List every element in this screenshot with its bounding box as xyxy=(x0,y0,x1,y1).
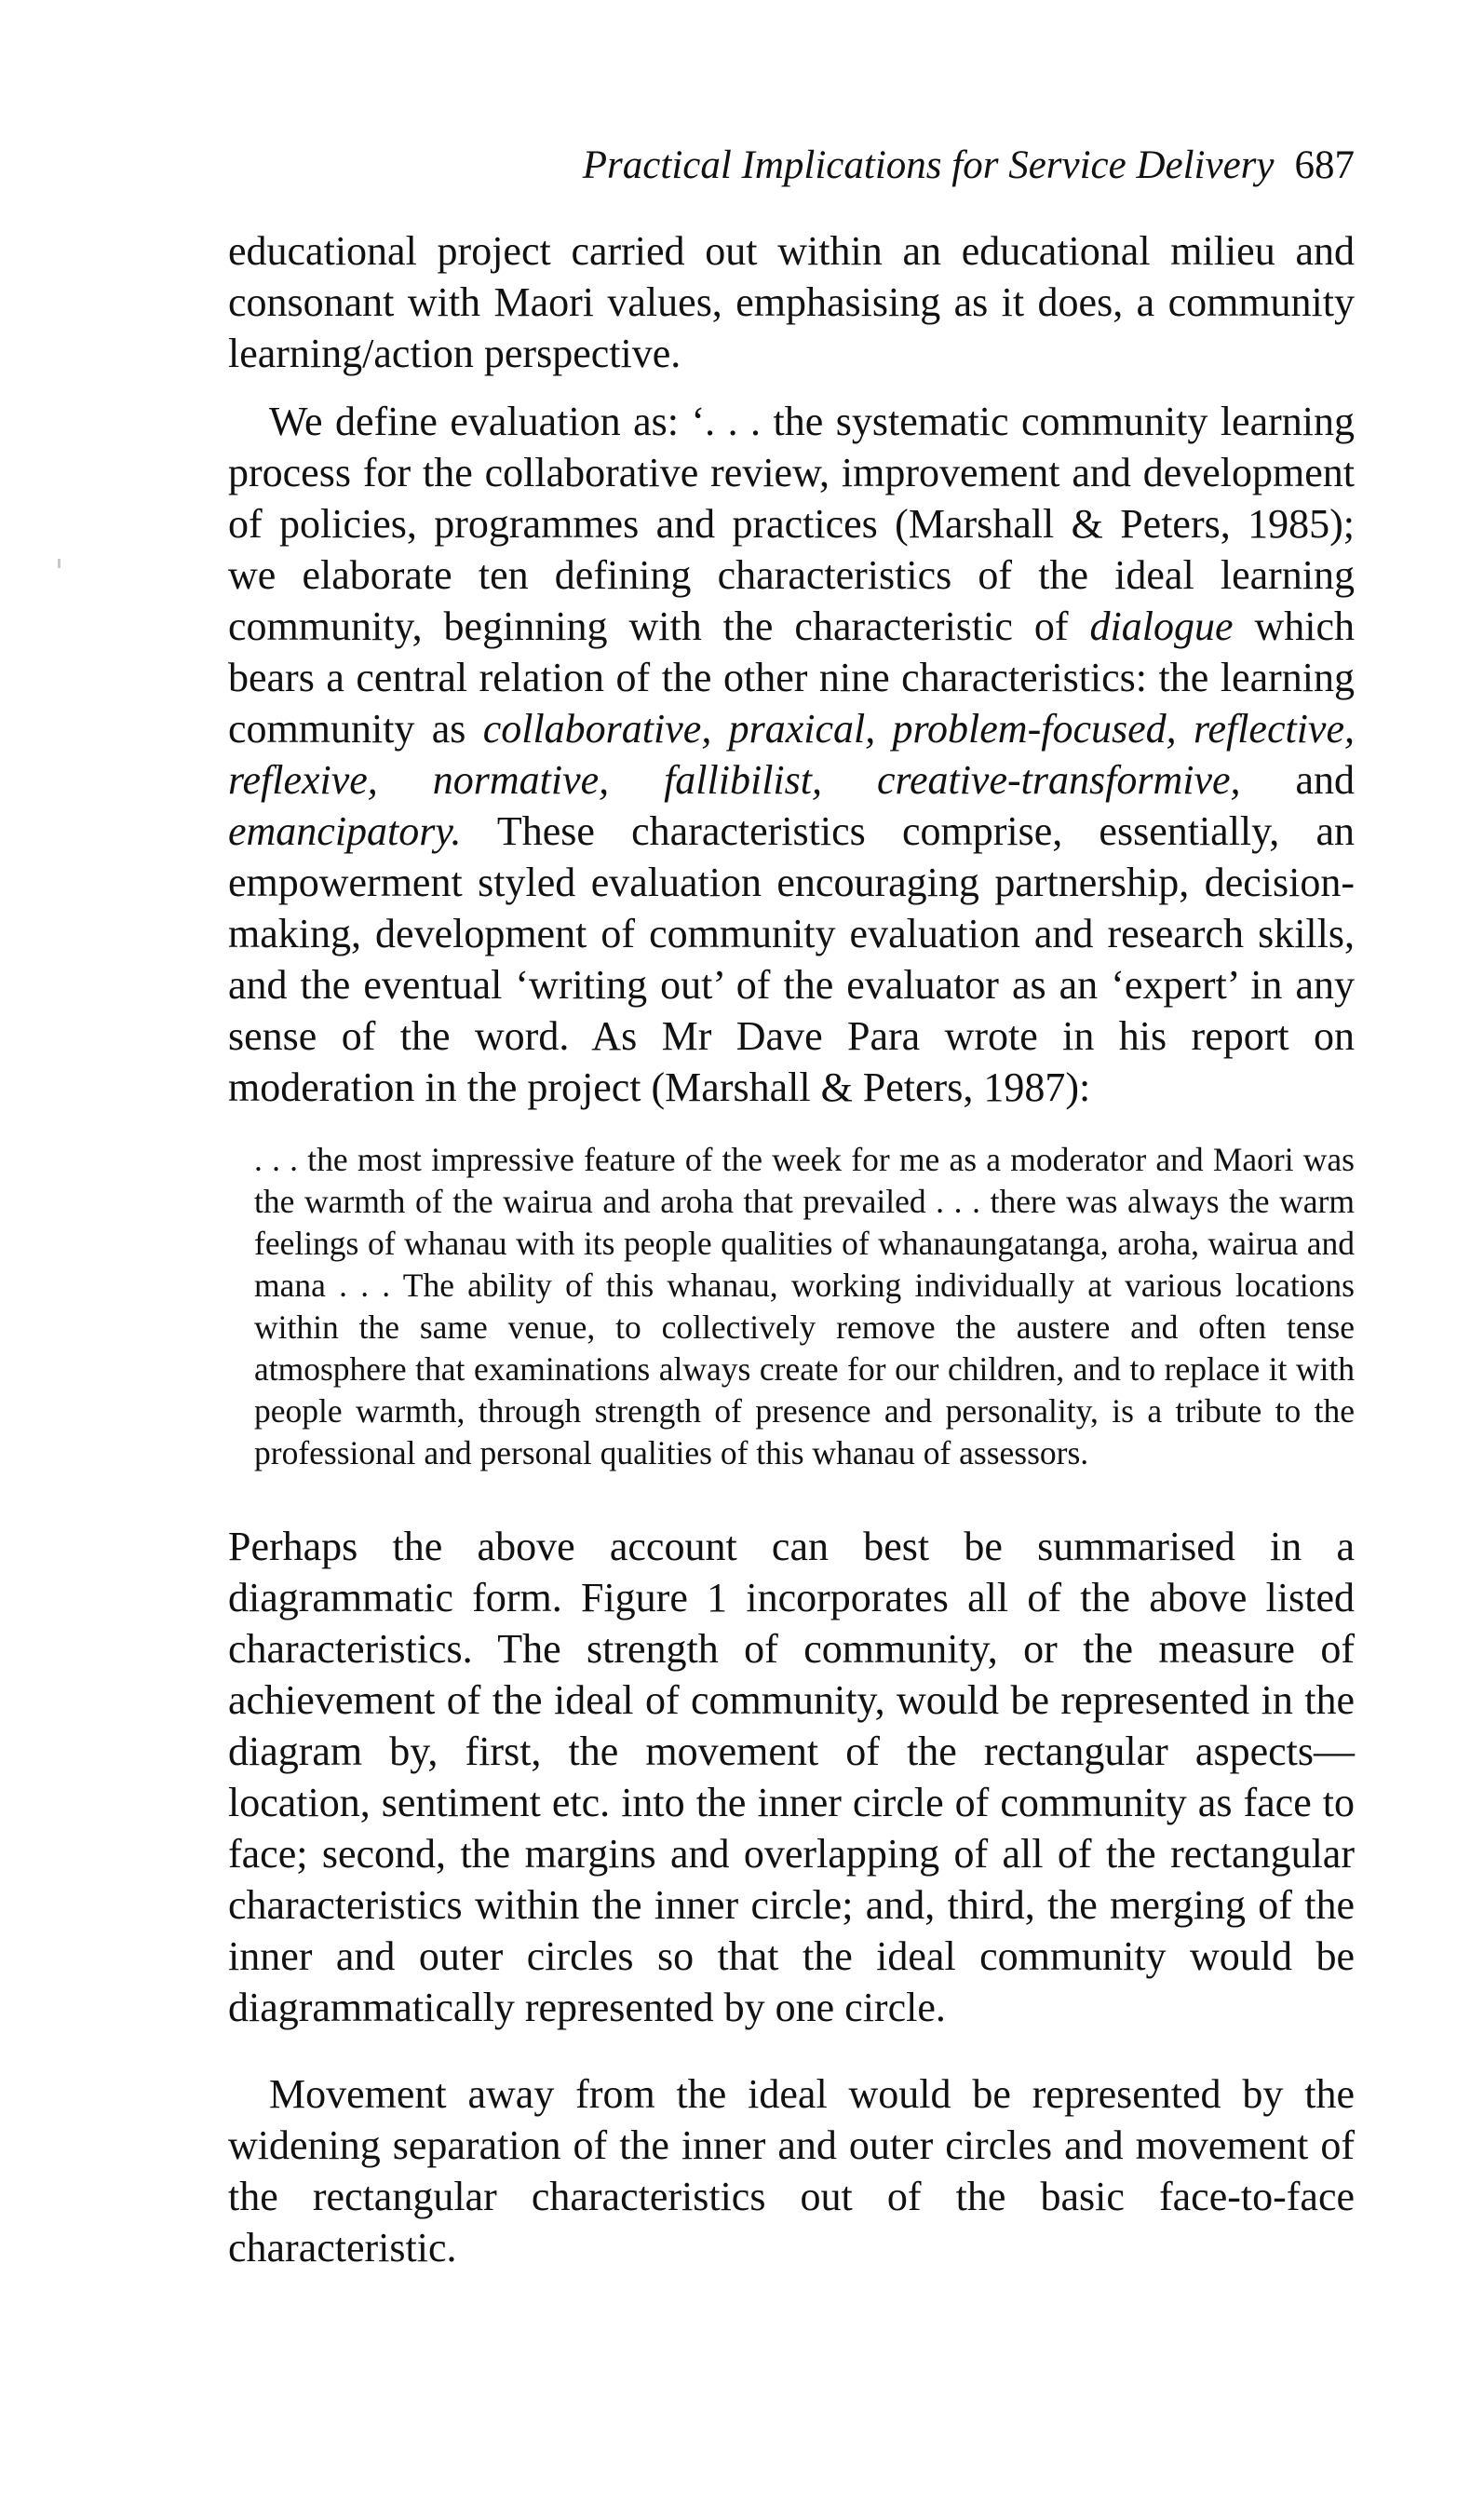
running-title: Practical Implications for Service Delivery xyxy=(582,143,1275,187)
paragraph-2-em-emancipatory: emancipatory. xyxy=(228,808,462,854)
paragraph-3: Perhaps the above account can best be summarised in a diagrammatic form. Figure 1 incorporates all of the above listed characteristics. The strength of community, or the measure of achievement of the ideal of community, would be represented in the diagram by, first, the movement of the rectangular aspects—location, sentiment etc. into the inner circle of community as face to face; second, the margins and overlapping of all of the rectangular characteristics within the inner circle; and, third, the merging of the inner and outer circles so that the ideal community would be diagrammatically represented by one circle. xyxy=(228,1524,1355,2030)
margin-mark xyxy=(58,559,61,568)
paragraph-4: Movement away from the ideal would be represented by the widening separation of the inner and outer circles and movement of the rectangular characteristics out of the basic face-to-face characteristic. xyxy=(228,2071,1355,2271)
paragraph-1: educational project carried out within an educational milieu and consonant with Maori values, emphasising as it does, a community learning/action perspective. xyxy=(228,228,1355,376)
paragraph-2-em-dialogue: dialogue xyxy=(1089,603,1234,649)
paragraph-2-em-characteristics: collaborative, praxical, problem-focused, reflective, reflexive, normative, fallibilist, creative-transformive, xyxy=(228,706,1355,803)
paragraph-2-text-c: and xyxy=(1240,757,1355,803)
paragraph-2-text-d: These characteristics comprise, essentially, an empowerment styled evaluation encouraging partnership, decision-making, development of community evaluation and research skills, and the eventual ‘writing out’ of the evaluator as an ‘expert’ in any sense of the word. As Mr Dave Para wrote in his report on moderation in the project (Marshall & Peters, 1987): xyxy=(228,808,1355,1110)
page xyxy=(228,140,1355,2273)
running-head xyxy=(228,140,1355,192)
paragraph-2-text-a: We define evaluation as: ‘. . . the systematic community learning process for the collaborative review, improvement and development of policies, programmes and practices (Marshall & Peters, 1985); we elaborate ten defining characteristics of the ideal learning community, beginning with the characteristic of xyxy=(228,399,1355,649)
paragraph-2-text-b: which bears a central relation of the other nine characteristics: the learning community as xyxy=(228,603,1356,752)
page-number: 687 xyxy=(1294,143,1355,187)
paragraph-2 xyxy=(228,396,1355,1113)
block-quote: . . . the most impressive feature of the week for me as a moderator and Maori was the warmth of the wairua and aroha that prevailed . . . there was always the warm feelings of whanau with its people qualities of whanaungatanga, aroha, wairua and mana . . . The ability of this whanau, working individually at various locations within the same venue, to collectively remove the austere and often tense atmosphere that examinations always create for our children, and to replace it with people warmth, through strength of presence and personality, is a tribute to the professional and personal qualities of this whanau of assessors. xyxy=(254,1141,1355,1471)
